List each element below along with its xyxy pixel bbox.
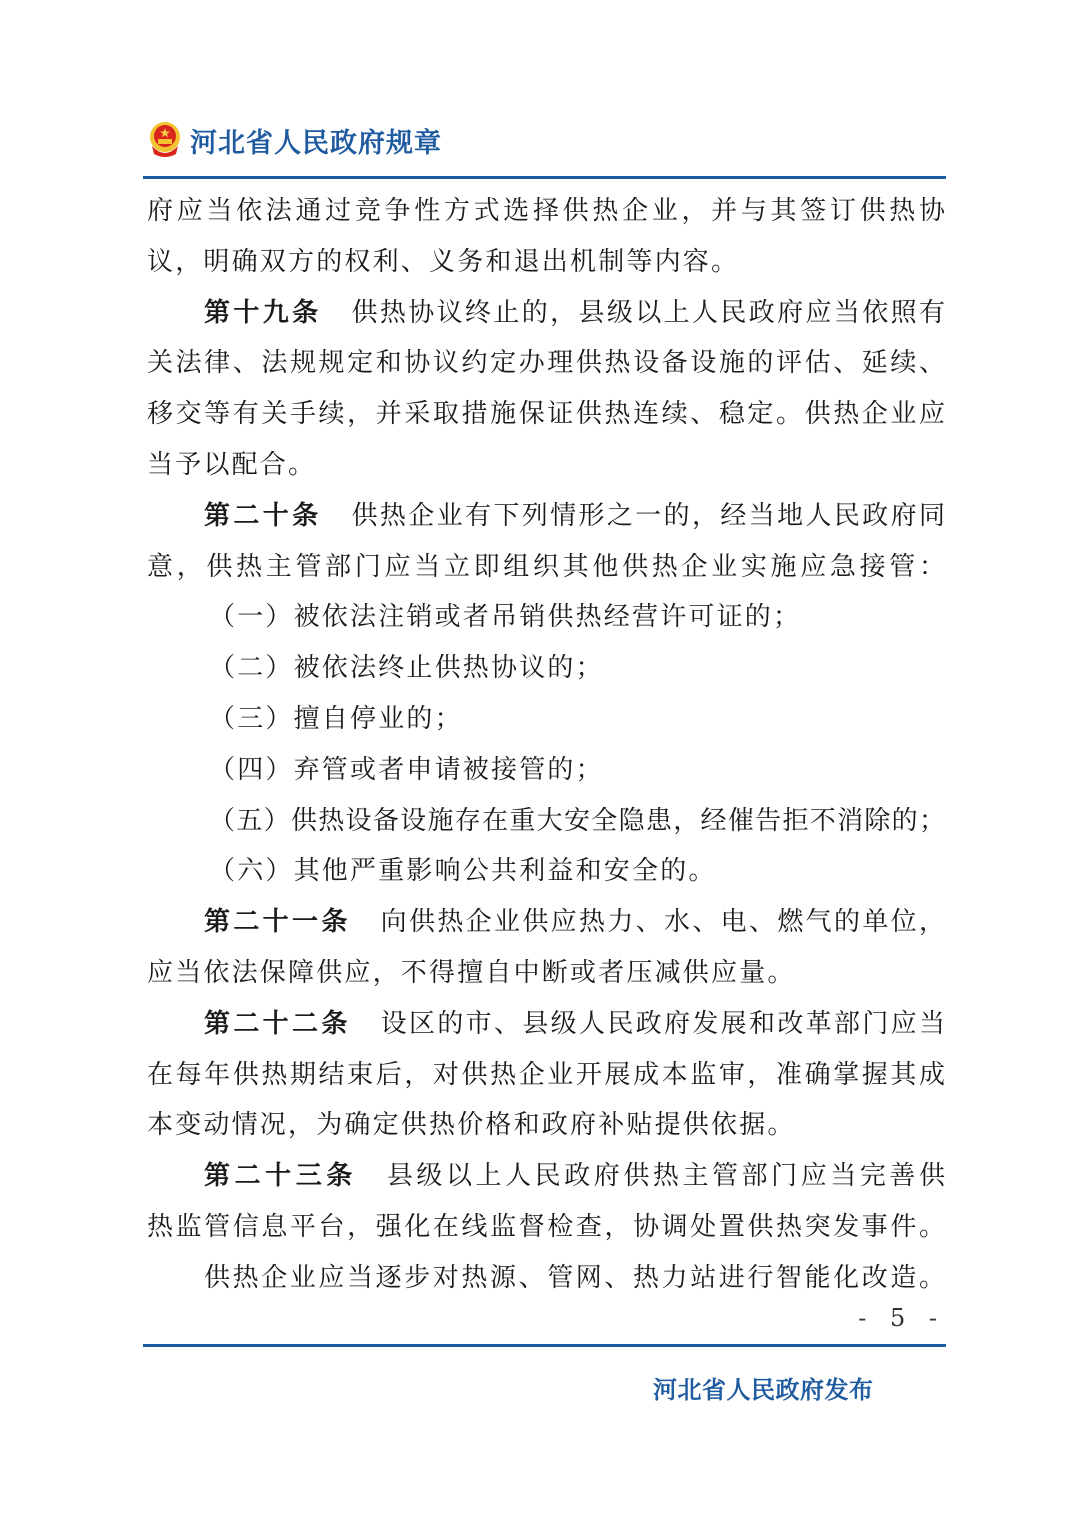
article-number: 第二十二条 xyxy=(204,1008,351,1039)
line-text: 移交等有关手续，并采取措施保证供热连续、稳定。供热企业应 xyxy=(147,399,945,430)
line-text: （四）弃管或者申请被接管的； xyxy=(209,754,604,785)
article-heading-line xyxy=(147,999,945,1050)
footer-publisher: 河北省人民政府发布 xyxy=(653,1376,874,1404)
article-number: 第二十三条 xyxy=(204,1161,357,1192)
national-emblem-icon xyxy=(146,120,184,160)
text-line xyxy=(147,948,945,999)
line-text: （六）其他严重影响公共利益和安全的。 xyxy=(209,856,717,887)
text-line xyxy=(147,1050,945,1101)
text-line xyxy=(147,846,945,897)
text-line xyxy=(147,1100,945,1151)
line-text: 热监管信息平台，强化在线监督检查，协调处置供热突发事件。 xyxy=(147,1211,945,1242)
article-number: 第二十条 xyxy=(204,500,322,531)
text-line xyxy=(147,643,945,694)
text-line xyxy=(147,186,945,237)
line-text: 县级以上人民政府供热主管部门应当完善供 xyxy=(386,1161,945,1192)
text-line xyxy=(147,592,945,643)
line-text: 供热企业应当逐步对热源、管网、热力站进行智能化改造。 xyxy=(204,1262,945,1293)
line-text: 意，供热主管部门应当立即组织其他供热企业实施应急接管： xyxy=(147,551,945,582)
footer-divider xyxy=(143,1344,946,1347)
article-heading-line xyxy=(147,1151,945,1202)
page-number: - 5 - xyxy=(858,1304,945,1332)
page-header xyxy=(146,118,442,162)
line-text: 应当依法保障供应，不得擅自中断或者压减供应量。 xyxy=(147,957,796,988)
document-body xyxy=(147,186,945,1304)
text-line xyxy=(147,1253,945,1304)
line-text: 向供热企业供应热力、水、电、燃气的单位， xyxy=(380,907,945,938)
header-title: 河北省人民政府规章 xyxy=(190,127,442,159)
line-text: 设区的市、县级人民政府发展和改革部门应当 xyxy=(380,1008,945,1039)
text-line xyxy=(147,796,945,847)
line-text: 在每年供热期结束后，对供热企业开展成本监审，准确掌握其成 xyxy=(147,1059,945,1090)
text-line xyxy=(147,1202,945,1253)
line-text: 议，明确双方的权利、义务和退出机制等内容。 xyxy=(147,246,740,277)
line-text: 府应当依法通过竞争性方式选择供热企业，并与其签订供热协 xyxy=(147,196,945,226)
article-heading-line xyxy=(147,491,945,542)
line-text: （一）被依法注销或者吊销供热经营许可证的； xyxy=(209,602,802,633)
article-heading-line xyxy=(147,288,945,339)
line-text: 关法律、法规规定和协议约定办理供热设备设施的评估、延续、 xyxy=(147,348,945,379)
line-text: 当予以配合。 xyxy=(147,449,317,480)
line-text: （三）擅自停业的； xyxy=(209,703,463,734)
line-text: （二）被依法终止供热协议的； xyxy=(209,653,604,684)
header-divider xyxy=(143,176,946,179)
text-line xyxy=(147,338,945,389)
line-text: 供热协议终止的，县级以上人民政府应当依照有 xyxy=(351,297,945,328)
line-text: 供热企业有下列情形之一的，经当地人民政府同 xyxy=(351,500,945,531)
article-number: 第二十一条 xyxy=(204,907,351,938)
text-line xyxy=(147,237,945,288)
article-heading-line xyxy=(147,897,945,948)
text-line xyxy=(147,542,945,593)
text-line xyxy=(147,440,945,491)
text-line xyxy=(147,389,945,440)
article-number: 第十九条 xyxy=(204,297,322,328)
line-text: （五）供热设备设施存在重大安全隐患，经催告拒不消除的； xyxy=(209,805,945,836)
line-text: 本变动情况，为确定供热价格和政府补贴提供依据。 xyxy=(147,1110,796,1141)
text-line xyxy=(147,694,945,745)
text-line xyxy=(147,745,945,796)
